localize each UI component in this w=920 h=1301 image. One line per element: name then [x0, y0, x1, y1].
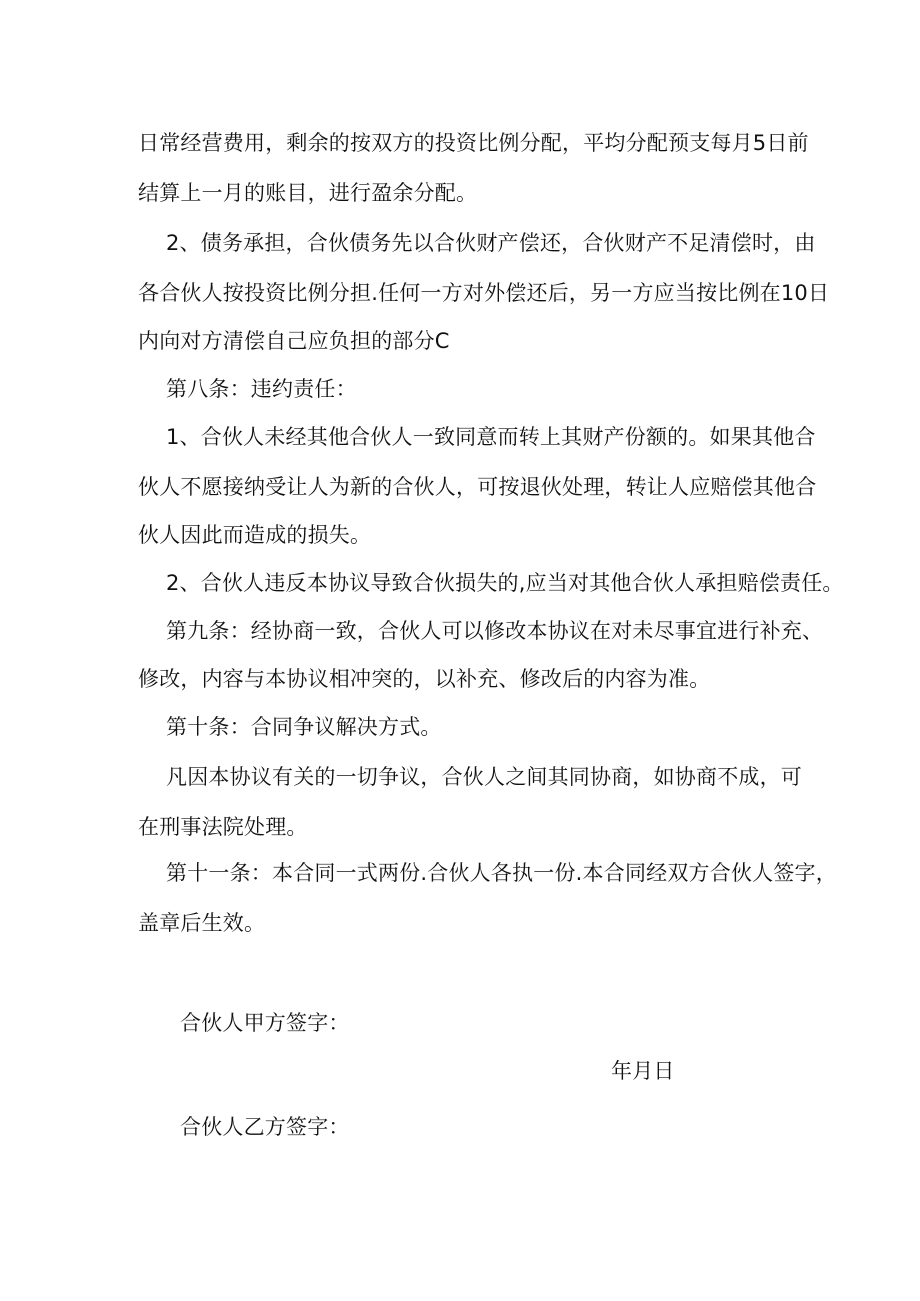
- paragraph-line: 伙人因此而造成的损失。: [138, 523, 372, 547]
- date-label: 年月日: [611, 1059, 675, 1083]
- paragraph-line: 第十一条：本合同一式两份.合伙人各执一份.本合同经双方合伙人签字，: [166, 861, 837, 885]
- paragraph-line: 凡因本协议有关的一切争议，合伙人之间其同协商，如协商不成，可: [166, 765, 802, 789]
- paragraph-line: 2、债务承担，合伙债务先以合伙财产偿还，合伙财产不足清偿时，由: [166, 231, 816, 255]
- paragraph-line: 伙人不愿接纳受让人为新的合伙人，可按退伙处理，转让人应赔偿其他合: [138, 475, 817, 499]
- paragraph-line: 盖章后生效。: [138, 911, 266, 935]
- signature-a-label: 合伙人甲方签字：: [180, 1011, 350, 1035]
- paragraph-line: 修改，内容与本协议相冲突的，以补充、修改后的内容为准。: [138, 667, 711, 691]
- signature-b-label: 合伙人乙方签字：: [180, 1115, 350, 1139]
- paragraph-line: 在刑事法院处理。: [138, 815, 308, 839]
- article-heading: 第八条：违约责任：: [166, 377, 357, 401]
- paragraph-line: 结算上一月的账目，进行盈余分配。: [138, 181, 478, 205]
- paragraph-line: 内向对方清偿自己应负担的部分C: [138, 329, 450, 353]
- paragraph-line: 第九条：经协商一致，合伙人可以修改本协议在对未尽事宜进行补充、: [166, 619, 824, 643]
- article-heading: 第十条：合同争议解决方式。: [166, 715, 442, 739]
- paragraph-line: 2、合伙人违反本协议导致合伙损失的,应当对其他合伙人承担赔偿责任。: [166, 571, 844, 595]
- paragraph-line: 1、合伙人未经其他合伙人一致同意而转上其财产份额的。如果其他合: [166, 425, 816, 449]
- paragraph-line: 各合伙人按投资比例分担.任何一方对外偿还后，另一方应当按比例在10日: [138, 281, 830, 305]
- paragraph-line: 日常经营费用，剩余的按双方的投资比例分配，平均分配预支每月5日前: [138, 131, 809, 155]
